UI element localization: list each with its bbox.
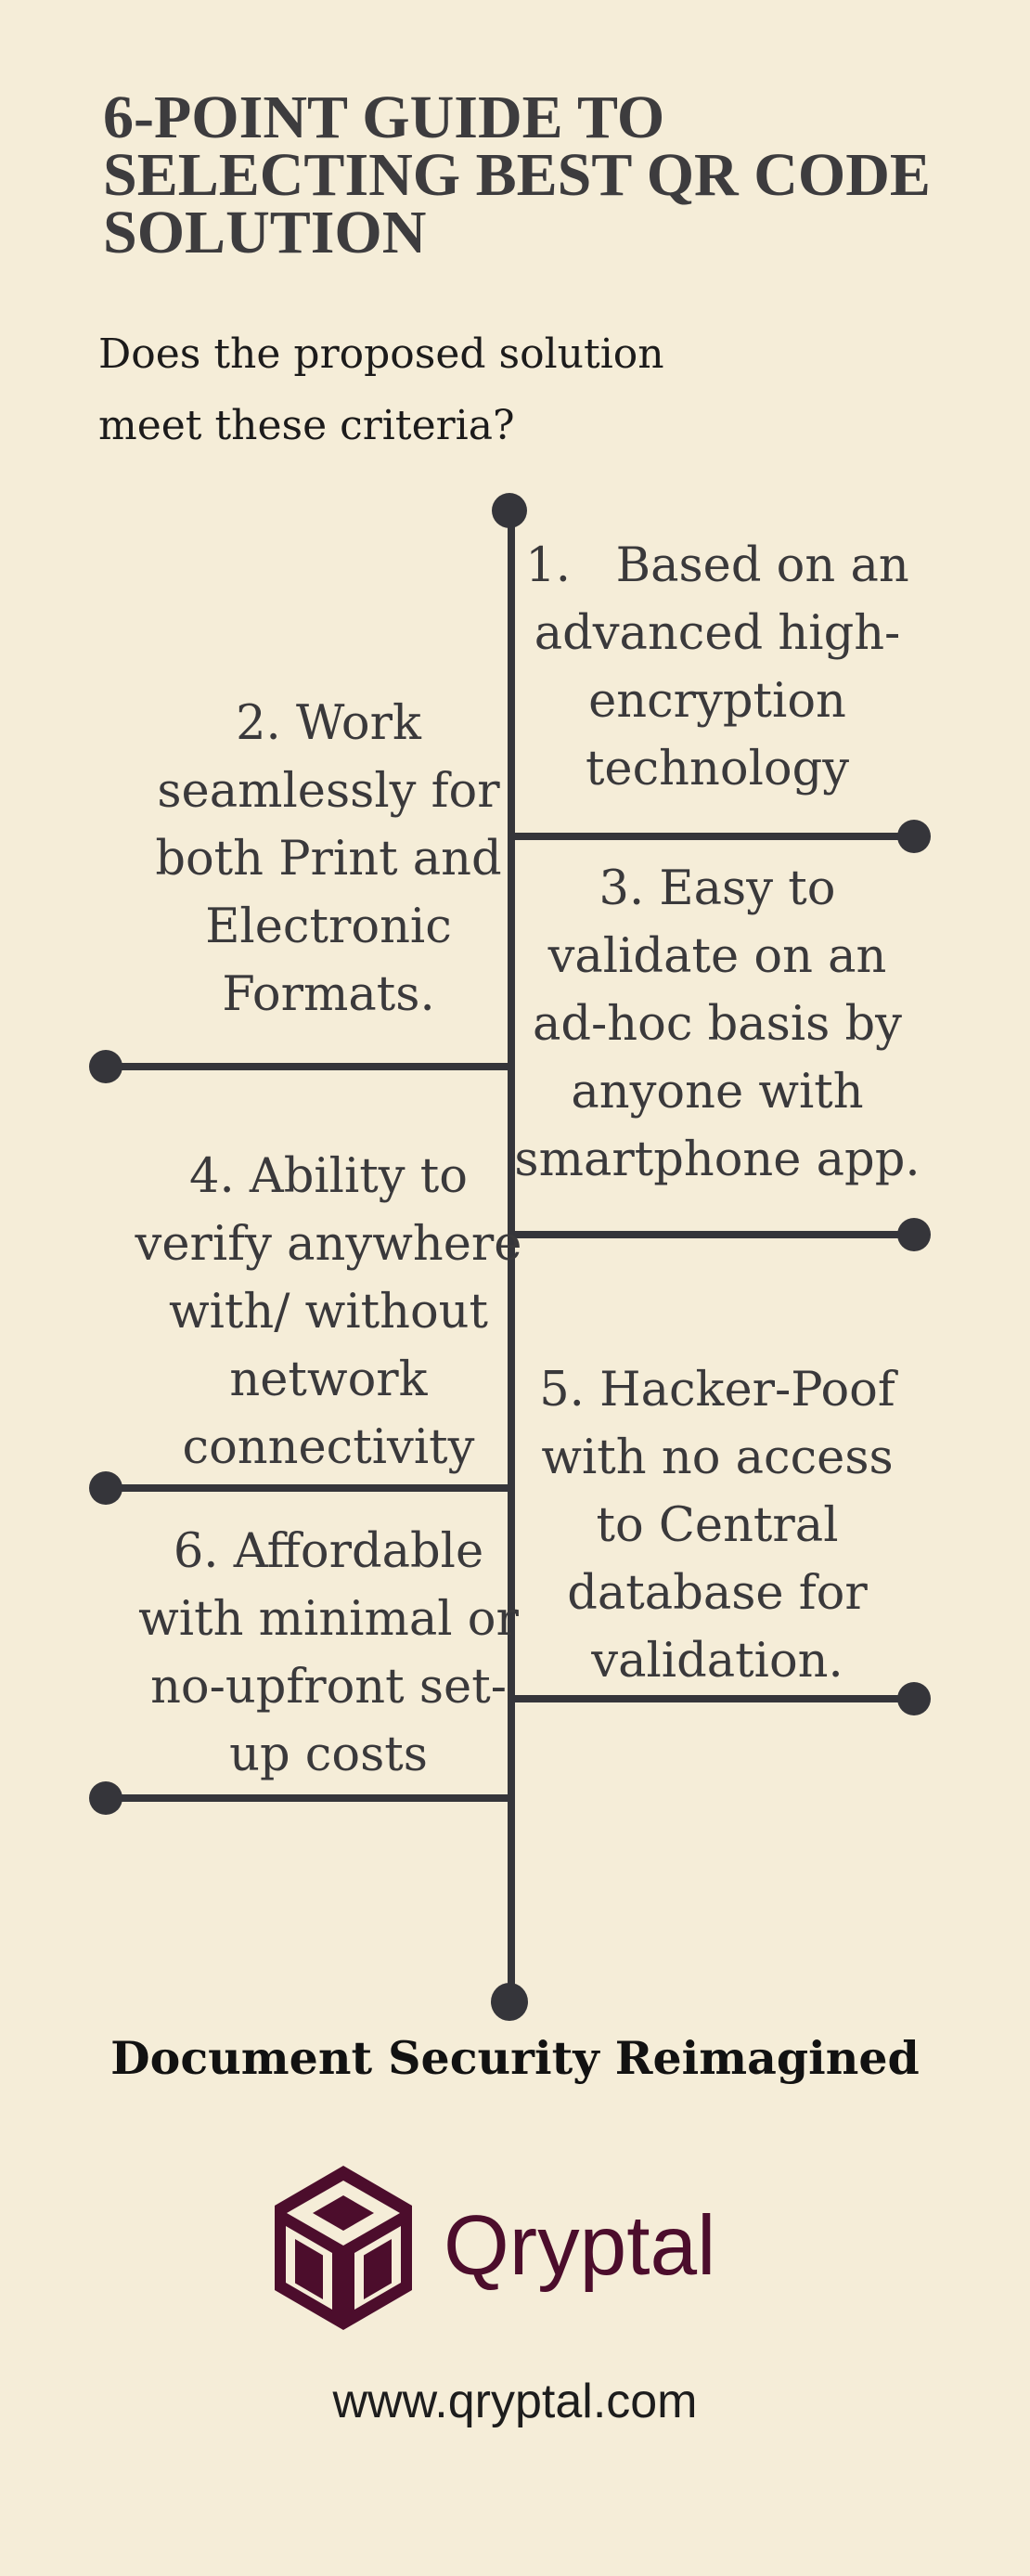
- item-line: with minimal or: [138, 1592, 519, 1647]
- timeline-item-6: [115, 1518, 542, 1789]
- item-line: 5. Hacker-Poof: [539, 1363, 895, 1417]
- item-line: 6. Affordable: [173, 1524, 484, 1579]
- connector-item-6: [106, 1794, 511, 1802]
- item-line: seamlessly for: [157, 764, 500, 819]
- item-line: both Print and: [155, 832, 502, 887]
- title-line: SELECTING BEST QR CODE: [103, 141, 931, 209]
- subtitle-line: Does the proposed solution: [98, 330, 664, 378]
- item-line: 4. Ability to: [189, 1149, 468, 1204]
- item-line: to Central: [596, 1498, 839, 1553]
- connector-item-2: [106, 1063, 511, 1070]
- item-line: validation.: [591, 1634, 843, 1689]
- website-url: www.qryptal.com: [332, 2375, 698, 2428]
- item-line: Electronic: [205, 900, 452, 954]
- item-line: technology: [585, 742, 850, 796]
- title-line: 6-POINT GUIDE TO: [103, 84, 665, 151]
- item-line: 2. Work: [236, 696, 421, 751]
- qryptal-cube-logo-icon: [270, 2163, 417, 2333]
- timeline-item-1: [504, 532, 931, 803]
- connector-item-1: [511, 833, 914, 840]
- connector-item-5: [511, 1695, 914, 1702]
- timeline-item-2: [115, 690, 542, 1029]
- item-line: with no access: [541, 1430, 894, 1485]
- timeline-item-3: [504, 855, 931, 1194]
- item-line: anyone with: [571, 1065, 864, 1120]
- timeline-end-dot: [491, 1983, 528, 2021]
- subtitle-line: meet these criteria?: [98, 402, 515, 449]
- item-line: validate on an: [547, 929, 887, 984]
- tagline: Document Security Reimagined: [110, 2031, 920, 2085]
- item-line: verify anywhere: [135, 1217, 522, 1272]
- timeline-item-5: [504, 1356, 931, 1695]
- item-line: ad-hoc basis by: [533, 997, 902, 1052]
- item-line: no-upfront set-: [150, 1660, 507, 1715]
- item-line: database for: [567, 1566, 868, 1621]
- item-line: 1. Based on an: [525, 538, 909, 593]
- item-line: smartphone app.: [514, 1133, 921, 1187]
- item-line: Formats.: [222, 967, 435, 1022]
- connector-dot-3: [897, 1218, 931, 1251]
- timeline-start-dot: [492, 493, 527, 528]
- item-line: with/ without: [168, 1285, 489, 1340]
- subtitle: [98, 318, 692, 461]
- connector-item-4: [106, 1484, 511, 1492]
- connector-dot-2: [89, 1050, 122, 1083]
- page-title: [103, 84, 966, 266]
- item-line: connectivity: [182, 1420, 475, 1475]
- connector-dot-1: [897, 820, 931, 853]
- connector-item-3: [511, 1231, 914, 1238]
- title-line: SOLUTION: [103, 199, 427, 266]
- timeline-item-4: [115, 1143, 542, 1482]
- item-line: encryption: [588, 674, 846, 729]
- item-line: advanced high-: [534, 606, 901, 661]
- item-line: network: [229, 1353, 428, 1407]
- item-line: 3. Easy to: [599, 861, 836, 916]
- brand-wordmark: Qryptal: [444, 2199, 716, 2293]
- item-line: up costs: [229, 1728, 428, 1782]
